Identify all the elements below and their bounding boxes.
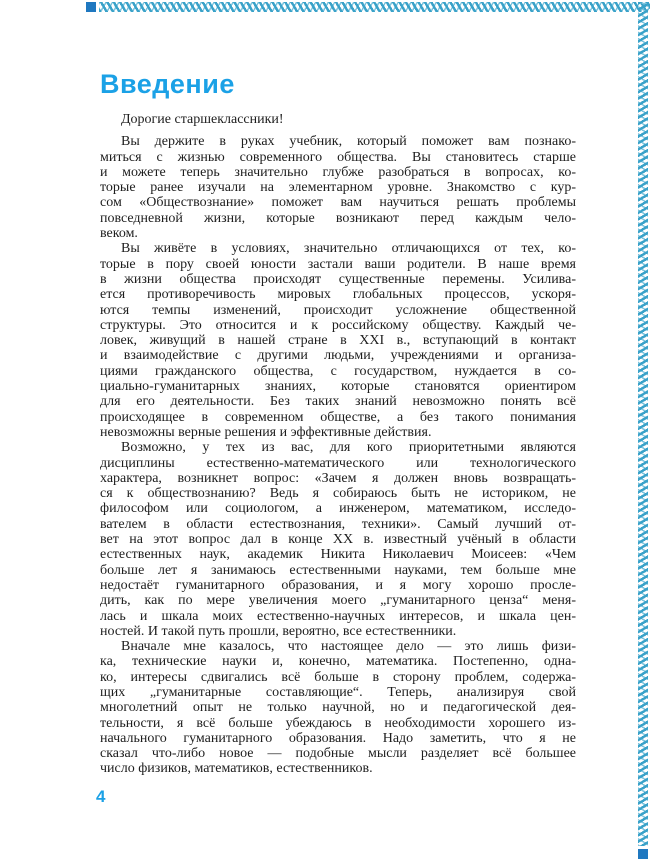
text-line: веком. [100,226,138,242]
text-line: невозможны верные решения и эффективные действия. [100,424,432,440]
border-square-icon [638,849,648,859]
paragraph [100,440,576,639]
text-line: начального гуманитарного образования. Надо заметить, что я не [100,730,576,746]
text-line: ся к обществознанию? Ведь я собираюсь быть не историком, не [100,486,576,502]
text-line: повседневной жизни, которые возникают перед каждым чело- [100,210,576,226]
text-line: многолетний опыт не только научной, но и педагогической дея- [100,700,576,716]
decorative-border-right [638,2,648,846]
decorative-border-top [99,2,650,12]
text-line: характера, возникнет вопрос: «Зачем я должен вновь возвращать- [100,470,576,486]
text-line: Вначале мне казалось, что настоящее дело — это лишь физи- [121,639,576,655]
text-line: философом или социологом, а инженером, математиком, исследо- [100,501,576,517]
text-line: сом «Обществознание» поможет вам научиться решать проблемы [100,195,576,211]
text-line: циями гражданского общества, с государством, нуждается в со- [100,363,576,379]
text-line: ностей. И такой путь прошли, вероятно, все естественники. [100,623,457,639]
paragraph [100,639,576,777]
text-line: Вы держите в руках учебник, который поможет вам познако- [121,134,576,150]
text-line: больше лет я занимаюсь естественными науками, тем больше мне [100,562,576,578]
text-line: торые ранее изучали на элементарном уровне. Знакомство с кур- [100,180,576,196]
text-line: ко, интересы сдвигались всё больше в сторону проблем, содержа- [100,669,576,685]
text-line: для его деятельности. Без таких знаний невозможно понять всё [100,394,576,410]
text-line: циально-гуманитарных знаниях, которые становятся ориентиром [100,379,576,395]
body-text [100,134,576,776]
text-line: недостаёт гуманитарного образования, и я могу хорошо просле- [100,577,576,593]
text-line: Вы живёте в условиях, значительно отличающихся от тех, ко- [121,241,576,257]
text-line: естественных наук, академик Никита Николаевич Моисеев: «Чем [100,547,576,563]
border-square-icon [86,2,96,12]
text-line: лась и шкала моих естественно-научных интересов, и шкала цен- [100,608,576,624]
text-line: сказал что-либо новое — подобные мысли разделяет всё большее [100,746,576,762]
page-number: 4 [96,787,106,806]
text-line: ловек, живущий в нашей стране в XXI в., вступающий в контакт [100,333,576,349]
text-line: и можете теперь значительно глубже разобраться в вопросах, ко- [100,164,576,180]
text-line: и взаимодействие с другими людьми, учреждениями и организа- [100,348,576,364]
text-line: ка, технические науки и, конечно, математика. Постепенно, одна- [100,654,576,670]
text-line: число физиков, математиков, естественников. [100,761,373,777]
chapter-title: Введение [100,69,235,99]
text-line: происходящее в современном обществе, а без такого понимания [100,409,576,425]
text-line: дить, как по мере увеличения моего „гуманитарного ценза“ меня- [100,593,576,609]
text-line: миться с жизнью современного общества. Вы становитесь старше [100,149,576,165]
paragraph [100,241,576,440]
text-line: вателем в области естествознания, техники». Самый лучший от- [100,516,576,532]
text-line: торые в пору своей юности застали ваши родители. В наше время [100,256,576,272]
text-line: ется противоречивость мировых глобальных процессов, ускоря- [100,287,576,303]
text-line: ются темпы изменений, происходит усложнение общественной [100,302,576,318]
text-line: вет на этот вопрос дал в конце XX в. известный учёный в области [100,532,576,548]
paragraph [100,134,576,241]
text-line: тельности, я всё больше убеждаюсь в необходимости хорошего из- [100,715,576,731]
page-content [100,70,576,777]
text-line: структуры. Это относится и к российскому обществу. Каждый че- [100,317,576,333]
text-line: Возможно, у тех из вас, для кого приоритетными являются [121,440,576,456]
text-line: в жизни общества происходят существенные перемены. Усилива- [100,271,576,287]
text-line: щих „гуманитарные составляющие“. Теперь, анализируя свой [100,684,576,700]
salutation-line: Дорогие старшеклассники! [121,112,284,127]
text-line: дисциплины естественно-математического или технологического [100,455,576,471]
